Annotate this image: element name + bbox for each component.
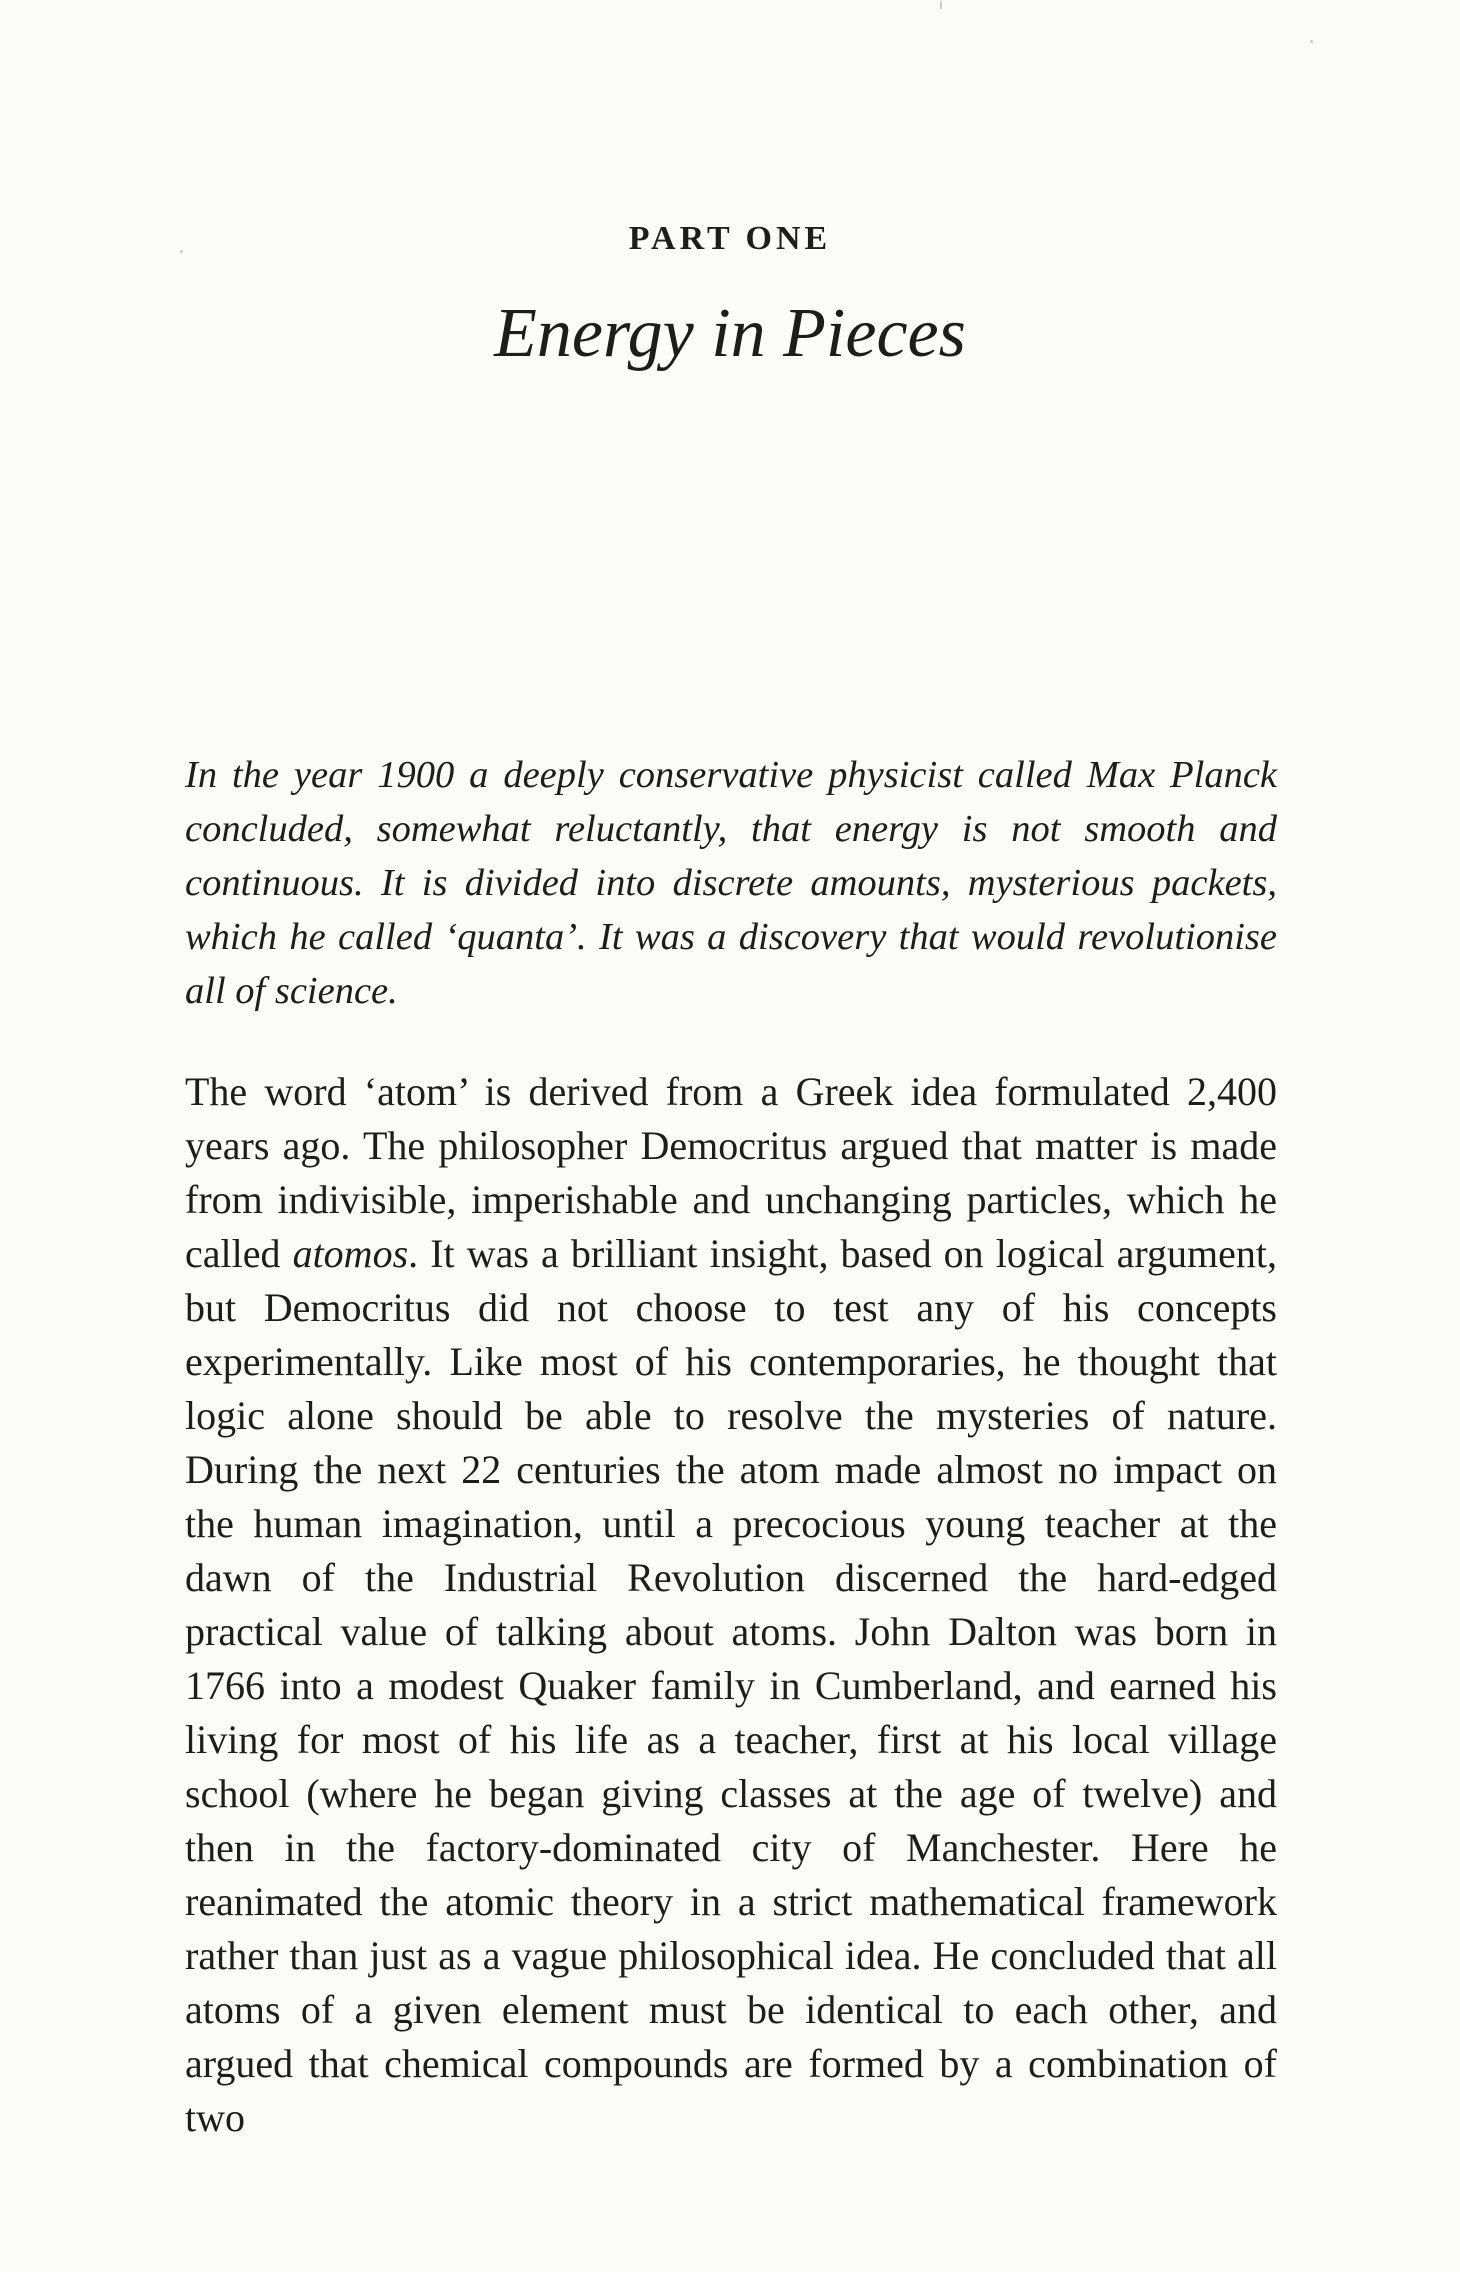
part-title: Energy in Pieces — [494, 295, 966, 372]
part-label: PART ONE — [628, 220, 832, 257]
scan-speck — [940, 0, 942, 10]
italic-term: atomos — [292, 1231, 409, 1276]
body-text-part: . It was a brilliant insight, based on logical argument, but Democritus did not choose to test any of his concepts experimentally. Like most of his contemporaries, he thought that logic alone should be able to resolve the mysteries of nature. During the next 22 centuries the atom made almost no impact on the human imagination, until a precocious young teacher at the dawn of the Industrial Revolution discerned the hard-edged practical value of talking about atoms. John Dalton was born in 1766 into a modest Quaker family in Cumberland, and earned his living for most of his life as a teacher, first at his local village school (where he began giving classes at the age of twelve) and then in the factory-dominated city of Manchester. Here he reanimated the atomic theory in a strict mathematical framework rather than just as a vague philosophical idea. He concluded that all atoms of a given element must be identical to each other, and argued that chemical compounds are formed by a combination of two — [185, 1231, 1277, 2140]
body-text-part: The word ‘atom’ is derived from a Greek idea formulated 2,400 years ago. The philosopher Democritus argued that matter is made from indivisible, imperishable and unchanging particles, which he called — [185, 1069, 1277, 1276]
scan-speck — [1310, 40, 1313, 43]
body-text — [185, 1065, 1277, 2145]
body-paragraph — [185, 1065, 1277, 2145]
epigraph: In the year 1900 a deeply conservative physicist called Max Planck concluded, somewhat reluctantly, that energy is not smooth and continuous. It is divided into discrete amounts, mysterious packets, which he called ‘quanta’. It was a discovery that would revolutionise all of science. — [185, 754, 1277, 1012]
